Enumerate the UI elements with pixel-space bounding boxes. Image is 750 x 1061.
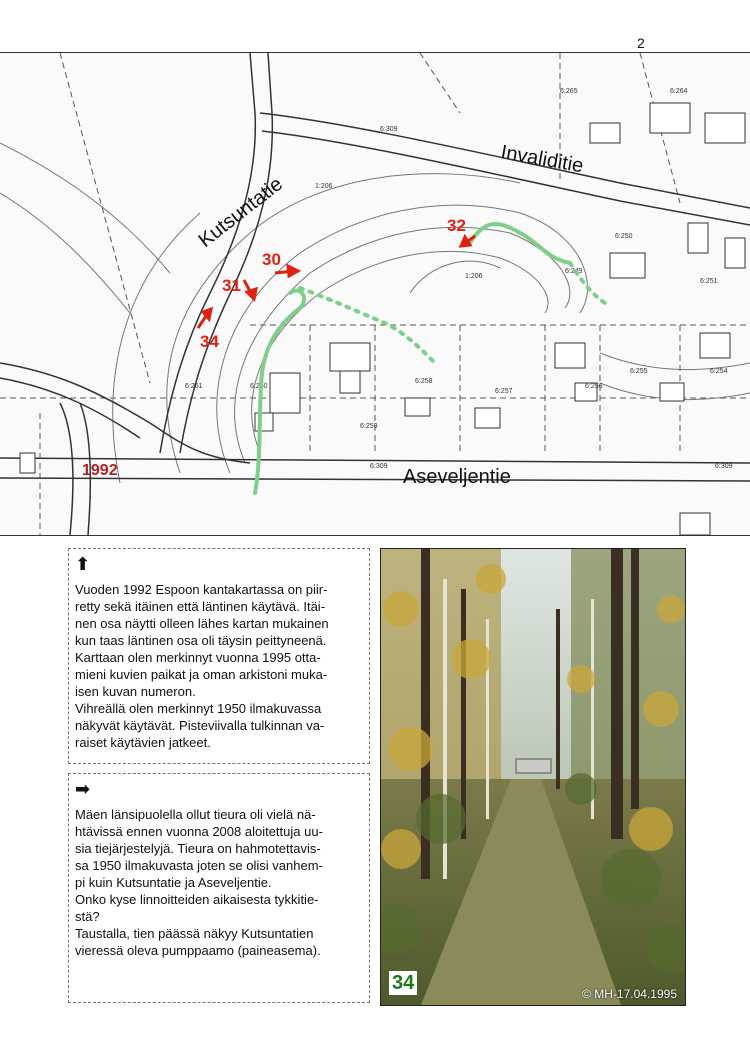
street-label-invaliditie: Invaliditie	[499, 141, 586, 178]
svg-text:6:257: 6:257	[495, 388, 513, 395]
marker-label-31: 31	[222, 276, 241, 295]
page-number: 2	[637, 35, 645, 51]
marker-label-32: 32	[447, 216, 466, 235]
photo-number: 34	[389, 971, 417, 995]
map	[0, 52, 750, 536]
street-label-kutsuntatie: Kutsuntatie	[194, 172, 287, 252]
svg-text:6:261: 6:261	[185, 383, 203, 390]
text-box-photo-description	[68, 773, 370, 1003]
cadastral-map	[0, 53, 750, 535]
map-year-label: 1992	[82, 462, 118, 479]
text-box-map-description	[68, 548, 370, 764]
svg-text:1:206: 1:206	[465, 273, 483, 280]
marker-label-30: 30	[262, 250, 281, 269]
svg-text:6:309: 6:309	[370, 463, 388, 470]
svg-text:6:250: 6:250	[615, 233, 633, 240]
svg-text:6:309: 6:309	[380, 126, 398, 133]
arrow-right-icon: ➡	[75, 779, 91, 799]
arrow-up-icon: ⬆	[75, 554, 91, 574]
buildings	[20, 103, 745, 535]
marker-label-34: 34	[200, 332, 219, 351]
photo-credit: © MH-17.04.1995	[582, 987, 677, 1001]
forest-illustration	[381, 549, 685, 1005]
contour-lines	[0, 143, 750, 483]
svg-text:6:249: 6:249	[565, 268, 583, 275]
svg-text:6:260: 6:260	[250, 383, 268, 390]
svg-text:6:309: 6:309	[715, 463, 733, 470]
svg-text:6:255: 6:255	[630, 368, 648, 375]
svg-text:6:264: 6:264	[670, 88, 688, 95]
svg-text:6:259: 6:259	[360, 423, 378, 430]
street-label-aseveljentie: Aseveljentie	[403, 466, 511, 488]
green-corridors	[255, 224, 570, 493]
svg-text:6:258: 6:258	[415, 378, 433, 385]
svg-text:1:206: 1:206	[315, 183, 333, 190]
svg-text:6:254: 6:254	[710, 368, 728, 375]
photo-description-text: Mäen länsipuolella ollut tieura oli vielä nä- htävissä ennen vuonna 2008 aloitettuja uu- sia tiejärjestelyjä. Tieura on hahmotettavis- sa 1950 ilmakuvasta joten se olisi vanhem- pi kuin Kutsuntatie ja Aseveljentie. Onko kyse linnoitteiden aikaisesta tykkitie- stä? Taustalla, tien päässä näkyy Kutsuntatien vieressä oleva pumppaamo (paineasema).	[75, 807, 323, 958]
map-description-text: Vuoden 1992 Espoon kantakartassa on piir- retty sekä itäinen että läntinen käytävä. Itäi- nen osa näytti olleen lähes kartan mukainen kun taas läntinen osa oli täysin peittyneenä. Karttaan olen merkinnyt vuonna 1995 otta- mieni kuvien paikat ja oman arkistoni muka- isen kuvan numeron. Vihreällä olen merkinnyt 1950 ilmakuvassa näkyvät käytävät. Pisteviivalla tulkinnan va- raiset käytävien jatkeet.	[75, 582, 329, 750]
svg-text:6:251: 6:251	[700, 278, 718, 285]
photo-forest-path	[380, 548, 686, 1006]
svg-text:6:265: 6:265	[560, 88, 578, 95]
svg-text:6:256: 6:256	[585, 383, 603, 390]
